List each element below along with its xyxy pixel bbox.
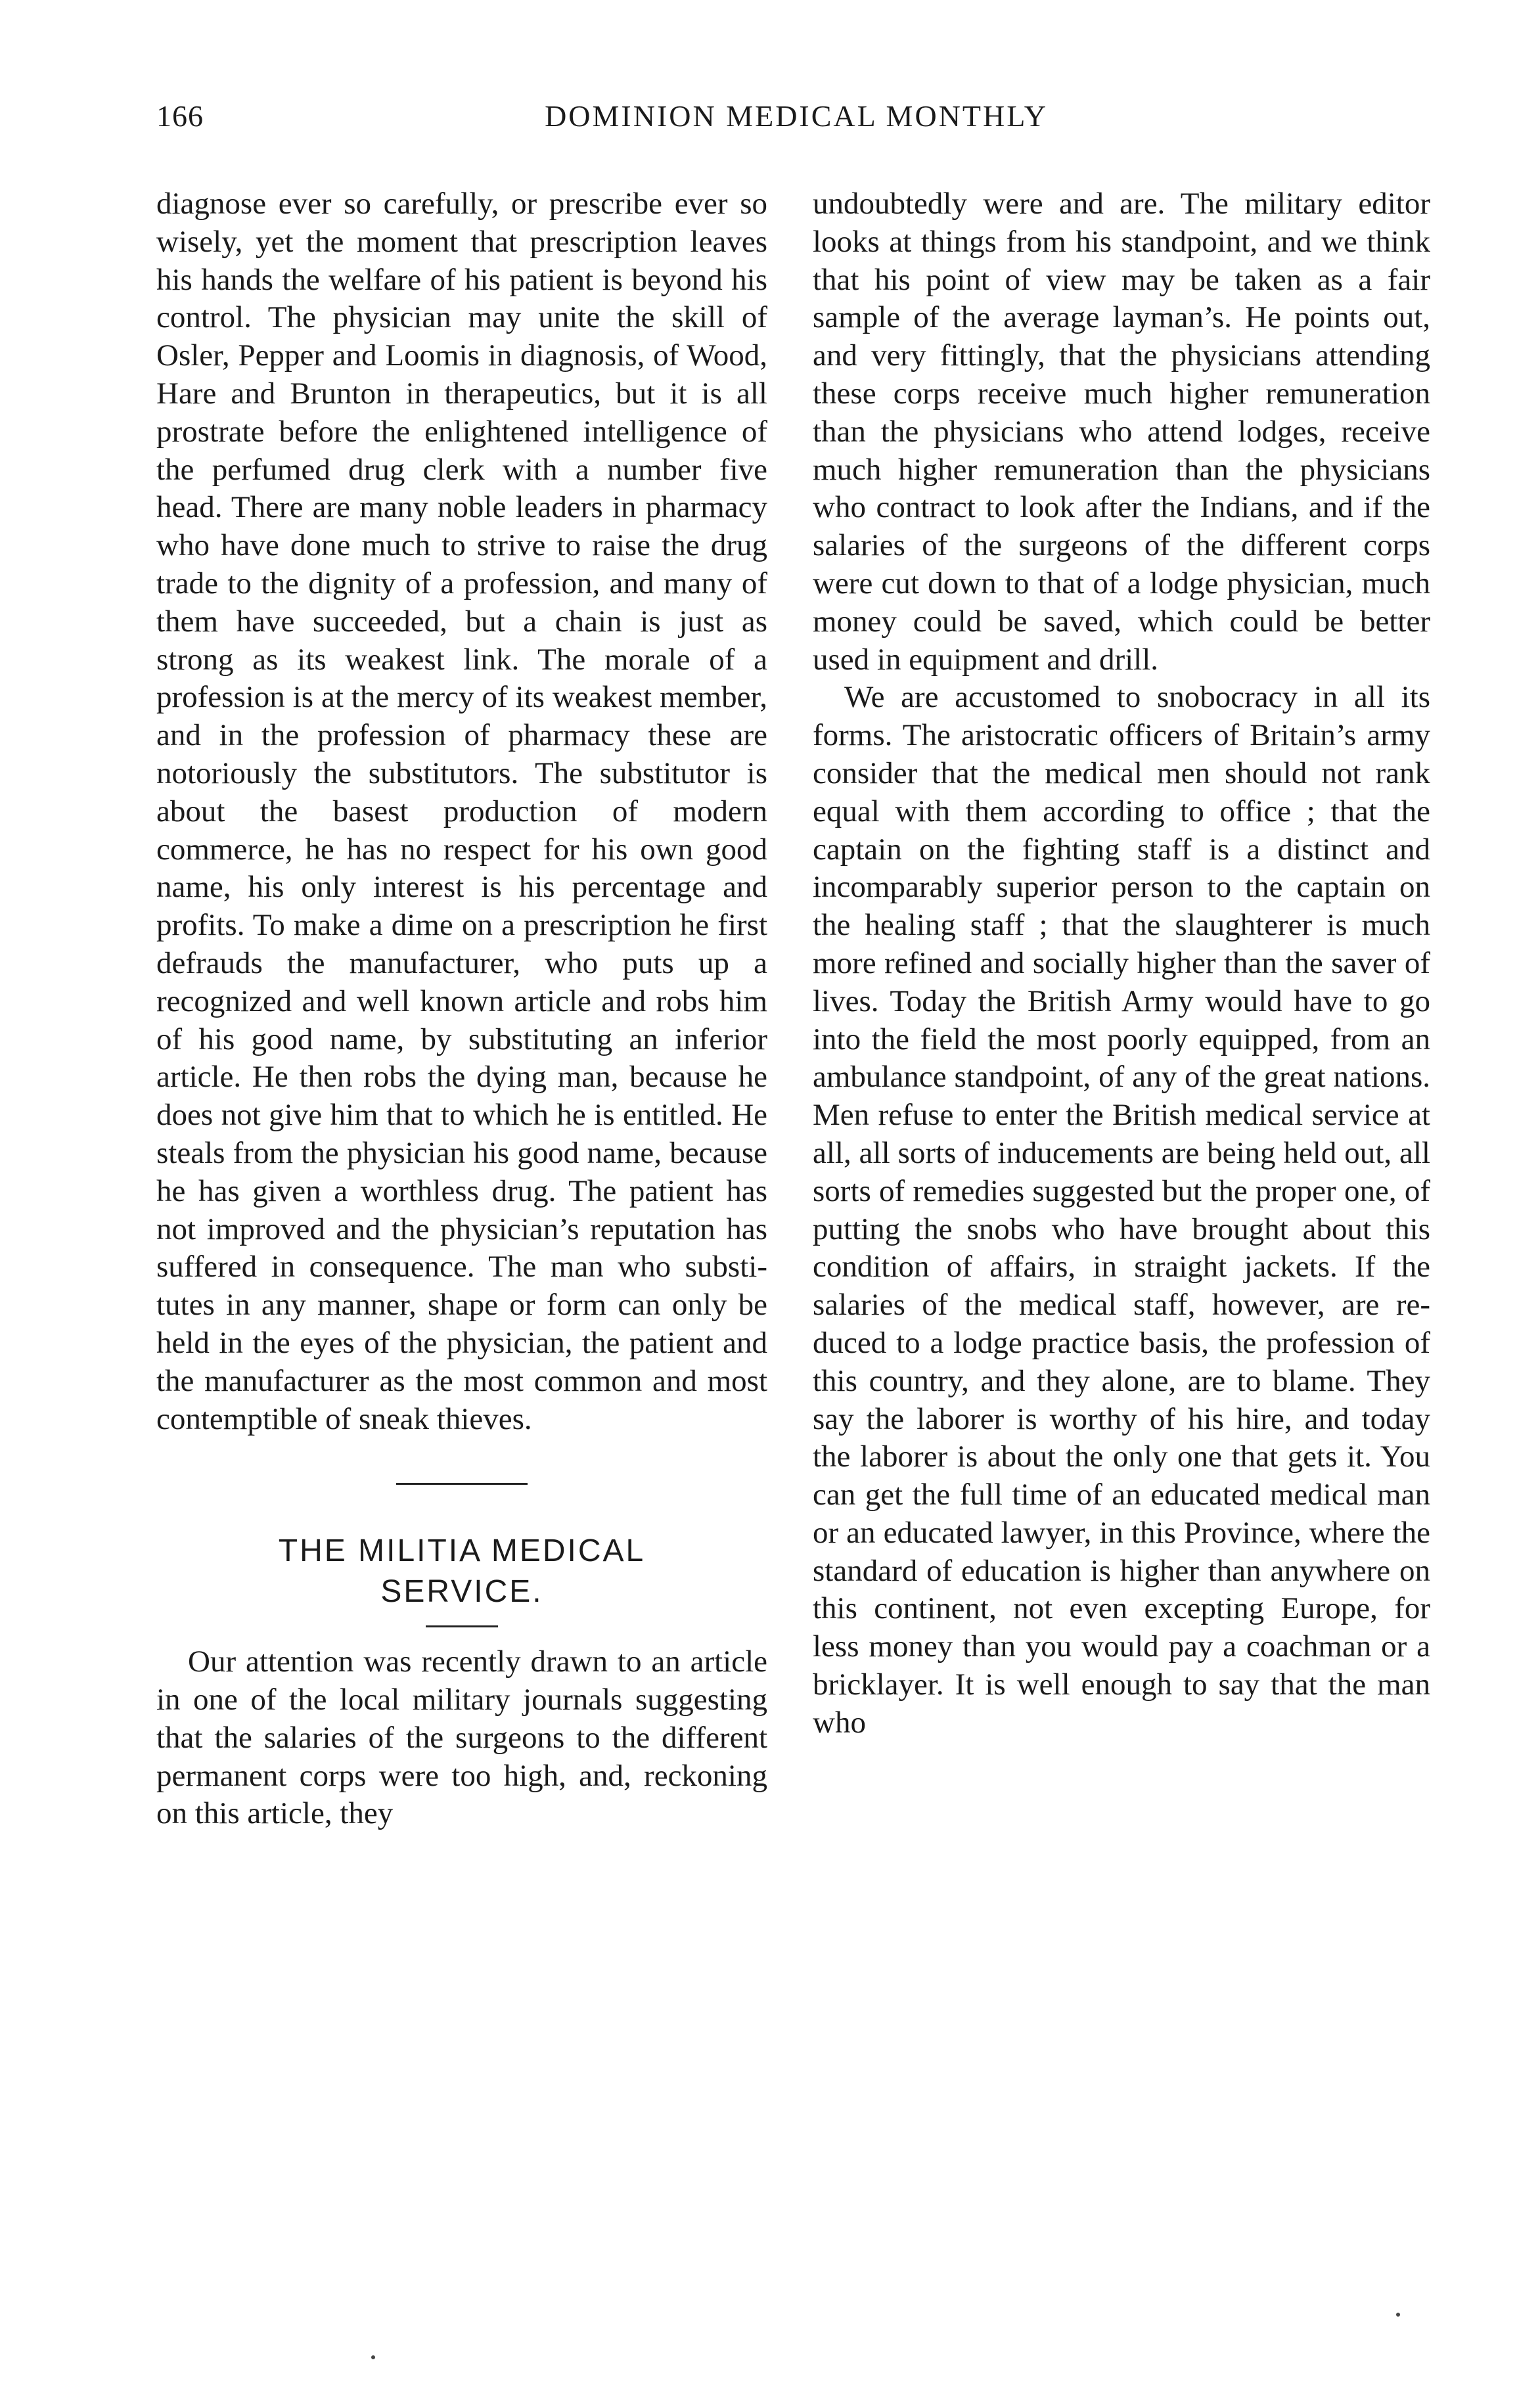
title-underline	[426, 1625, 498, 1627]
page-header	[156, 99, 1436, 145]
running-title: DOMINION MEDICAL MONTHLY	[545, 99, 1048, 133]
paragraph-military-editor: undoubtedly were and are. The military editor looks at things from his standpoint, and we think that his point of view may be taken as a fair sample of the average layman’s. He points out, and very fittingly, that the physicians attending these corps receive much higher remuneration than the physicians who attend lodges, receive much higher remuneration than the physicians who contract to look after the Indians, and if the salaries of the surgeons of the different corps were cut down to that of a lodge physician, much money could be saved, which could be better used in equipment and drill.	[813, 187, 1430, 677]
section-title-line-1: THE MILITIA MEDICAL	[278, 1533, 646, 1569]
page-speck	[371, 2355, 375, 2359]
section-title-line-2: SERVICE.	[380, 1574, 543, 1610]
section-divider	[396, 1483, 528, 1485]
page-number: 166	[156, 99, 204, 133]
left-column	[156, 185, 767, 1833]
paragraph-substitutors: diagnose ever so carefully, or prescribe ever so wisely, yet the moment that prescription leaves his hands the welfare of his patient is beyond his control. The physician may unite the skill of Osler, Pepper and Loomis in diagnosis, of Wood, Hare and Brunton in therapeutics, but it is all prostrate before the enlightened intelligence of the perfumed drug clerk with a number five head. There are many noble leaders in pharmacy who have done much to strive to raise the drug trade to the dignity of a profession, and many of them have succeeded, but a chain is just as strong as its weakest link. The morale of a profession is at the mercy of its weakest member, and in the profession of pharmacy these are notoriously the substitutors. The substitutor is about the basest production of modern commerce, he has no respect for his own good name, his only interest is his percentage and profits. To make a dime on a prescription he first defrauds the manufacturer, who puts up a recognized and well known article and robs him of his good name, by substituting an inferior article. He then robs the dying man, because he does not give him that to which he is entitled. He steals from the physician his good name, because he has given a worthless drug. The patient has not improved and the physician’s reputation has suffered in consequence. The man who substitutes in any manner, shape or form can only be held in the eyes of the physician, the patient and the manufacturer as the most common and most contemptible of sneak thieves.	[156, 187, 767, 1436]
section-title	[156, 1531, 767, 1612]
paragraph-snobocracy: We are accustomed to snobocracy in all its forms. The aristocratic officers of Britain’s army consider that the medical men should not rank equal with them according to office ; that the captain on the fighting staff is a distinct and incomparably superior person to the captain on the healing staff ; that the slaughterer is much more refined and socially higher than the saver of lives. Today the British Army would have to go into the field the most poorly equipped, from an ambulance standpoint, of any of the great nations. Men refuse to enter the British medical service at all, all sorts of inducements are being held out, all sorts of remedies suggested but the proper one, of putting the snobs who have brought about this condition of affairs, in straight jackets. If the salaries of the medical staff, however, are reduced to a lodge practice basis, the profession of this country, and they alone, are to blame. They say the laborer is worthy of his hire, and today the laborer is about the only one that gets it. You can get the full time of an educated medical man or an educated lawyer, in this Province, where the standard of education is higher than anywhere on this continent, not even excepting Europe, for less money than you would pay a coachman or a bricklayer. It is well enough to say that the man who	[813, 680, 1430, 1740]
page-speck	[1396, 2313, 1400, 2317]
paragraph-militia-intro: Our attention was recently drawn to an article in one of the local military journals suggesting that the salaries of the surgeons to the different permanent corps were too high, and, reckoning on this article, they	[156, 1644, 767, 1831]
right-column	[813, 185, 1430, 1742]
